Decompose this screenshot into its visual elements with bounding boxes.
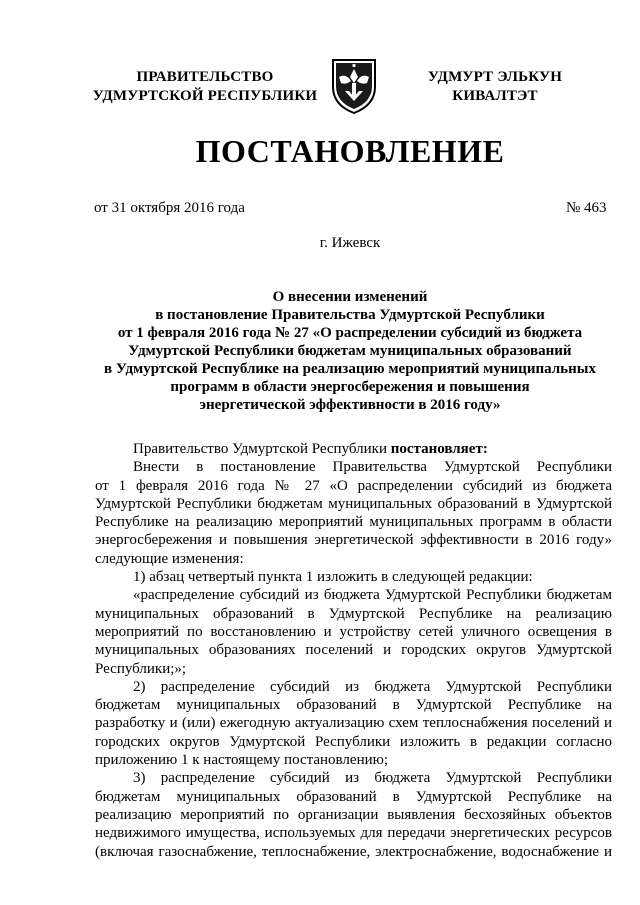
subject-line: в постановление Правительства Удмуртской Республики <box>155 307 545 323</box>
body-line: бюджетам муниципальных образований в Удмуртской Республике на <box>95 788 612 805</box>
body-line: Внести в постановление Правительства Удмуртской Республики <box>133 459 612 476</box>
document-subject <box>80 288 620 414</box>
body-line: от 1 февраля 2016 года № 27 «О распределении субсидий из бюджета <box>95 477 612 494</box>
org-line: УДМУРТСКОЙ РЕСПУБЛИКИ <box>92 88 318 104</box>
subject-line: Удмуртской Республики бюджетам муниципальных образований <box>128 343 572 359</box>
document-date: от 31 октября 2016 года <box>94 200 245 216</box>
subject-line: от 1 февраля 2016 года № 27 «О распределении субсидий из бюджета <box>117 325 583 341</box>
body-line: приложению 1 к настоящему постановлению; <box>95 752 388 769</box>
body-line: 3) распределение субсидий из бюджета Удмуртской Республики <box>133 770 612 787</box>
body-line: бюджетам муниципальных образований в Удмуртской Республике на <box>95 697 612 714</box>
org-line: КИВАЛТЭТ <box>452 88 538 104</box>
document-city: г. Ижевск <box>319 235 381 251</box>
body-line: мероприятий по восстановлению и устройству сетей уличного освещения в <box>95 623 612 640</box>
org-line: ПРАВИТЕЛЬСТВО <box>136 69 274 85</box>
document-number: № 463 <box>566 200 607 216</box>
body-line: недвижимого имущества, используемых для передачи энергетических ресурсов <box>95 825 612 842</box>
body-line: «распределение субсидий из бюджета Удмуртской Республики бюджетам <box>133 587 612 604</box>
body-line: городских округов Удмуртской Республики изложить в редакции согласно <box>95 733 612 750</box>
org-name-udmurt <box>400 68 590 106</box>
body-line: Удмуртской Республики бюджетам муниципальных образований в Удмуртской <box>95 495 612 512</box>
subject-line: программ в области энергосбережения и повышения <box>170 379 530 395</box>
body-line: следующие изменения: <box>95 550 244 567</box>
subject-line: энергетической эффективности в 2016 году» <box>199 397 501 413</box>
body-line: 1) абзац четвертый пункта 1 изложить в следующей редакции: <box>133 569 533 586</box>
body-line: муниципальных образованиях поселений и городских округов Удмуртской <box>95 642 612 659</box>
body-line: энергосбережения и повышения энергетической эффективности в 2016 году» <box>95 532 612 549</box>
body-line: реализацию мероприятий по организации выявления бесхозяйных объектов <box>95 806 612 823</box>
coat-of-arms-emblem <box>329 57 379 115</box>
subject-line: О внесении изменений <box>272 289 428 305</box>
body-line: 2) распределение субсидий из бюджета Удмуртской Республики <box>133 678 612 695</box>
subject-line: в Удмуртской Республике на реализацию мероприятий муниципальных <box>104 361 596 377</box>
document-body <box>95 440 612 861</box>
body-line: (включая газоснабжение, теплоснабжение, электроснабжение, водоснабжение и <box>95 843 612 860</box>
intro-text: Правительство Удмуртской Республики <box>133 441 391 457</box>
intro-paragraph <box>95 440 612 458</box>
body-line: муниципальных образований в Удмуртской Республике на реализацию <box>95 605 612 622</box>
document-title: ПОСТАНОВЛЕНИЕ <box>195 133 505 169</box>
body-line: Республики;»; <box>95 660 187 677</box>
org-name-russian <box>80 68 330 106</box>
body-line: Республике на реализацию мероприятий муниципальных программ в области <box>95 514 612 531</box>
intro-decree-word: постановляет: <box>390 441 488 457</box>
org-line: УДМУРТ ЭЛЬКУН <box>427 69 563 85</box>
body-line: разработку и (или) ежегодную актуализацию схем теплоснабжения поселений и <box>95 715 612 732</box>
